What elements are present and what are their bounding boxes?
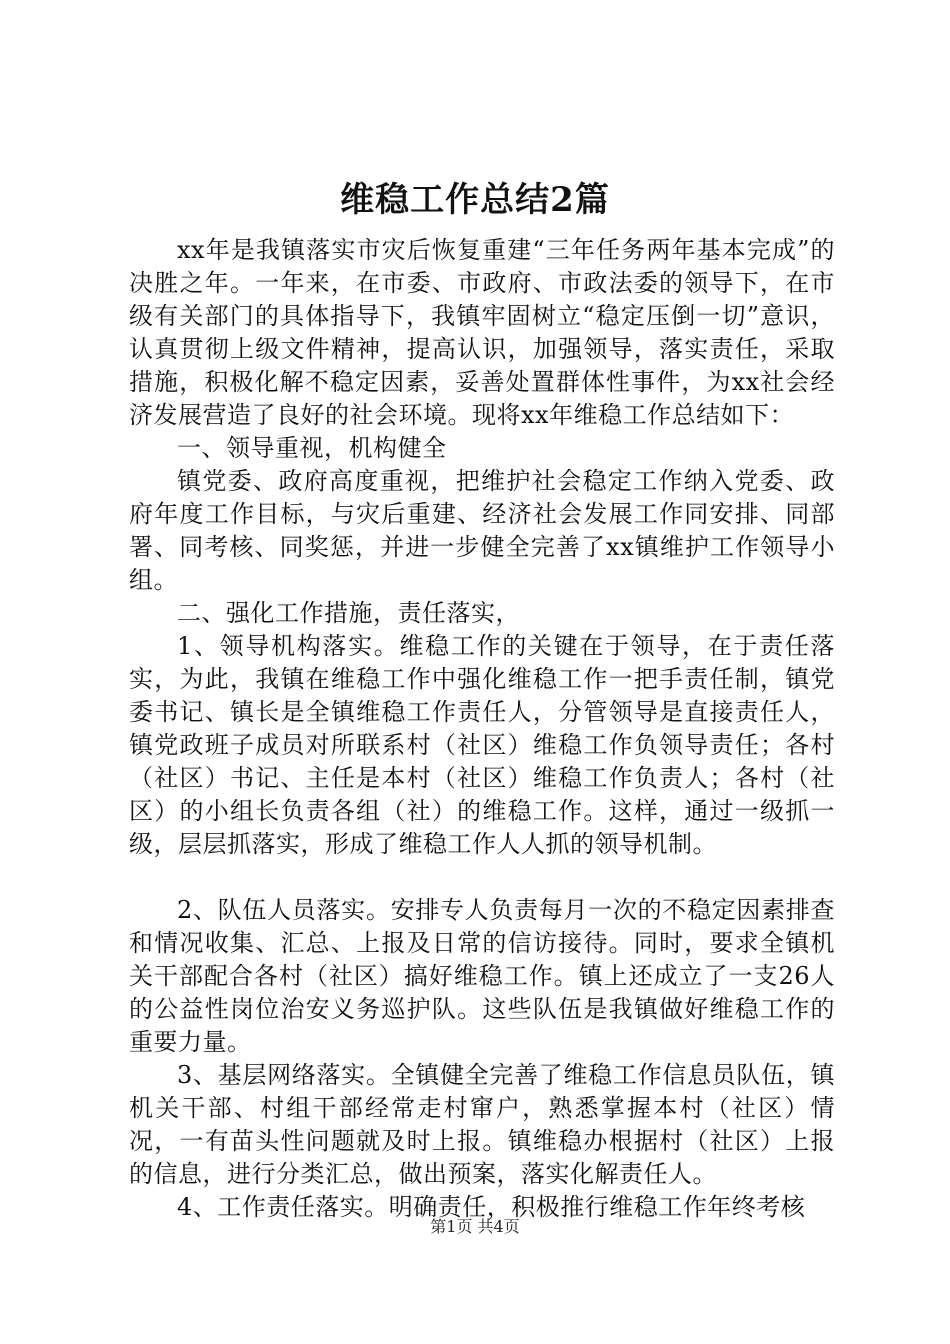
section-heading-2: 二、强化工作措施，责任落实，	[177, 599, 520, 627]
paragraph-intro: xx年是我镇落实市灾后恢复重建“三年任务两年基本完成”的决胜之年。一年来，在市委、市政府、市政法委的领导下，在市级有关部门的具体指导下，我镇牢固树立“稳定压倒一切”意识，认真贯彻上级文件精神，提高认识，加强领导，落实责任，采取措施，积极化解不稳定因素，妥善处置群体性事件，为xx社会经济发展营造了良好的社会环境。现将xx年维稳工作总结如下：	[129, 236, 835, 429]
paragraph-item-3: 3、基层网络落实。全镇健全完善了维稳工作信息员队伍，镇机关干部、村组干部经常走村窜户，熟悉掌握本村（社区）情况，一有苗头性问题就及时上报。镇维稳办根据村（社区）上报的信息，进行分类汇总，做出预案，落实化解责任人。	[129, 1061, 835, 1188]
paragraph-item-4: 4、工作责任落实。明确责任，积极推行维稳工作年终考核	[177, 1193, 806, 1221]
document-body	[129, 234, 835, 1224]
page-number-footer: 第1页 共4页	[430, 1217, 520, 1236]
paragraph-item-2: 2、队伍人员落实。安排专人负责每月一次的不稳定因素排查和情况收集、汇总、上报及日常的信访接待。同时，要求全镇机关干部配合各村（社区）搞好维稳工作。镇上还成立了一支26人的公益性岗位治安义务巡护队。这些队伍是我镇做好维稳工作的重要力量。	[129, 896, 835, 1056]
document-title: 维稳工作总结2篇	[340, 180, 610, 220]
paragraph-item-1: 1、领导机构落实。维稳工作的关键在于领导，在于责任落实，为此，我镇在维稳工作中强化维稳工作一把手责任制，镇党委书记、镇长是全镇维稳工作责任人，分管领导是直接责任人，镇党政班子成员对所联系村（社区）维稳工作负领导责任；各村（社区）书记、主任是本村（社区）维稳工作负责人；各村（社区）的小组长负责各组（社）的维稳工作。这样，通过一级抓一级，层层抓落实，形成了维稳工作人人抓的领导机制。	[129, 632, 835, 858]
section-heading-1: 一、领导重视，机构健全	[177, 434, 447, 462]
paragraph-section-1: 镇党委、政府高度重视，把维护社会稳定工作纳入党委、政府年度工作目标，与灾后重建、经济社会发展工作同安排、同部署、同考核、同奖惩，并进一步健全完善了xx镇维护工作领导小组。	[129, 467, 835, 594]
